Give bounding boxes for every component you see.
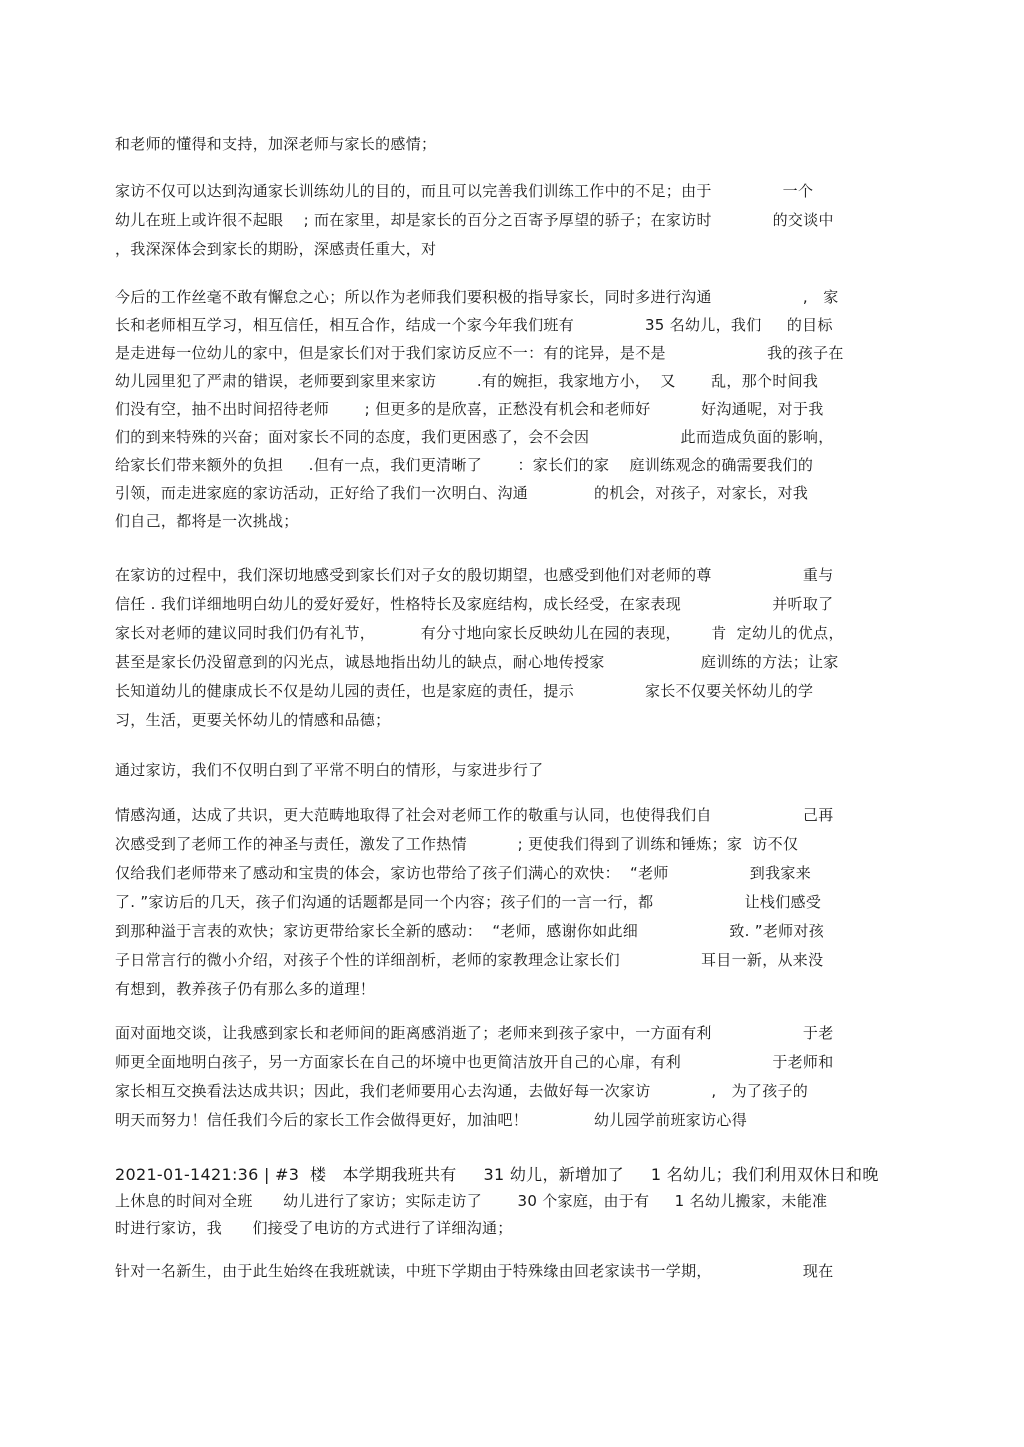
- text-line: 们的到来特殊的兴奋；面对家长不同的态度，我们更困惑了，会不会因 此而造成负面的影响，: [115, 428, 834, 446]
- text-line: 信任 . 我们详细地明白幼儿的爱好爱好，性格特长及家庭结构，成长经受，在家表现 并听取了: [115, 595, 834, 613]
- text-line: 针对一名新生，由于此生始终在我班就读，中班下学期由于特殊缘由回老家读书一学期， 现在: [115, 1262, 834, 1280]
- paragraph-parent-guidance: [115, 283, 915, 535]
- text-line: 上休息的时间对全班 幼儿进行了家访；实际走访了 30 个家庭，由于有 1 名幼儿搬家，未能准: [115, 1192, 828, 1210]
- text-line: 到那种溢于言表的欢快；家访更带给家长全新的感动： “老师，感谢你如此细 致. ”老师对孩: [115, 922, 825, 940]
- text-line: 面对面地交谈，让我感到家长和老师间的距离感消逝了；老师来到孩子家中，一方面有利 于老: [115, 1024, 834, 1042]
- text-line: 是走进每一位幼儿的家中，但是家长们对于我们家访反应不一：有的诧异，是不是 我的孩子在: [115, 344, 844, 362]
- text-line: 给家长们带来额外的负担 .但有一点，我们更清晰了 ：家长们的家 庭训练观念的确需要我们的: [115, 456, 814, 474]
- text-line: 有想到，教养孩子仍有那么多的道理！: [115, 980, 376, 998]
- text-line: 幼儿在班上或许很不起眼 ; 而在家里，却是家长的百分之百寄予厚望的骄子；在家访时 的交谈中: [115, 211, 834, 229]
- text-line: 家访不仅可以达到沟通家长训练幼儿的目的，而且可以完善我们训练工作中的不足；由于 一个: [115, 182, 814, 200]
- paragraph-visit-process: [115, 561, 915, 735]
- text-line: 长知道幼儿的健康成长不仅是幼儿园的责任，也是家庭的责任，提示 家长不仅要关怀幼儿的学: [115, 682, 814, 700]
- text-line: 们没有空，抽不出时间招待老师 ; 但更多的是欣喜，正愁没有机会和老师好 好沟通呢，对于我: [115, 400, 824, 418]
- text-line: ，我深深体会到家长的期盼，深感责任重大，对: [115, 240, 437, 258]
- paragraph-face-to-face: [115, 1019, 915, 1135]
- text-line: 幼儿园里犯了严肃的错误，老师要到家里来家访 .有的婉拒，我家地方小， 又 乱，那个时间我: [115, 372, 819, 390]
- text-line: 师更全面地明白孩子，另一方面家长在自己的坏境中也更简洁放开自己的心扉，有利 于老师和: [115, 1053, 834, 1071]
- text-line: 通过家访，我们不仅明白到了平常不明白的情形，与家进步行了: [115, 761, 544, 779]
- text-line: 们自己，都将是一次挑战；: [115, 512, 299, 530]
- text-line: 今后的工作丝毫不敢有懈怠之心；所以作为老师我们要积极的指导家长，同时多进行沟通 , 家: [115, 288, 839, 306]
- text-line: 和老师的懂得和支持，加深老师与家长的感情；: [115, 135, 437, 153]
- text-line: 子日常言行的微小介绍，对孩子个性的详细剖析，老师的家教理念让家长们 耳目一新，从来没: [115, 951, 824, 969]
- text-line: 仅给我们老师带来了感动和宝贵的体会，家访也带给了孩子们满心的欢快： “老师 到我家来: [115, 864, 811, 882]
- paragraph-new-student: [115, 1257, 915, 1286]
- text-line: 情感沟通，达成了共识，更大范畴地取得了社会对老师工作的敬重与认同，也使得我们自 己再: [115, 806, 834, 824]
- text-line: 在家访的过程中，我们深切地感受到家长们对子女的殷切期望，也感受到他们对老师的尊 重与: [115, 566, 834, 584]
- text-line: 长和老师相互学习，相互信任，相互合作，结成一个家今年我们班有 35 名幼儿，我们 的目标: [115, 316, 833, 334]
- paragraph-intro: [115, 130, 915, 159]
- text-line: 习，生活，更要关怀幼儿的情感和品德；: [115, 711, 391, 729]
- text-line: 引领，而走进家庭的家访活动，正好给了我们一次明白、沟通 的机会，对孩子，对家长，对我: [115, 484, 809, 502]
- text-line: 时进行家访，我 们接受了电访的方式进行了详细沟通；: [115, 1219, 513, 1237]
- text-line: 了. ”家访后的几天，孩子们沟通的话题都是同一个内容；孩子们的一言一行，都 让栈们感受: [115, 893, 822, 911]
- paragraph-home-visit-purpose: [115, 177, 915, 264]
- paragraph-emotional-communication: [115, 801, 915, 1004]
- text-line: 家长相互交换看法达成共识；因此，我们老师要用心去沟通，去做好每一次家访 , 为了孩子的: [115, 1082, 809, 1100]
- paragraph-post-header: [115, 1161, 915, 1242]
- paragraph-understanding: [115, 756, 915, 785]
- text-line: 甚至是家长仍没留意到的闪光点，诚恳地指出幼儿的缺点，耐心地传授家 庭训练的方法；让家: [115, 653, 839, 671]
- text-line: 次感受到了老师工作的神圣与责任，激发了工作热情 ; 更使我们得到了训练和锤炼；家 访不仅: [115, 835, 799, 853]
- text-line: 2021-01-1421:36 | #3 楼 本学期我班共有 31 幼儿，新增加了 1 名幼儿；我们利用双休日和晚: [115, 1165, 879, 1184]
- text-line: 明天而努力！信任我们今后的家长工作会做得更好，加油吧！ 幼儿园学前班家访心得: [115, 1111, 747, 1129]
- text-line: 家长对老师的建议同时我们仍有礼节， 有分寸地向家长反映幼儿在园的表现， 肯 定幼儿的优点，: [115, 624, 844, 642]
